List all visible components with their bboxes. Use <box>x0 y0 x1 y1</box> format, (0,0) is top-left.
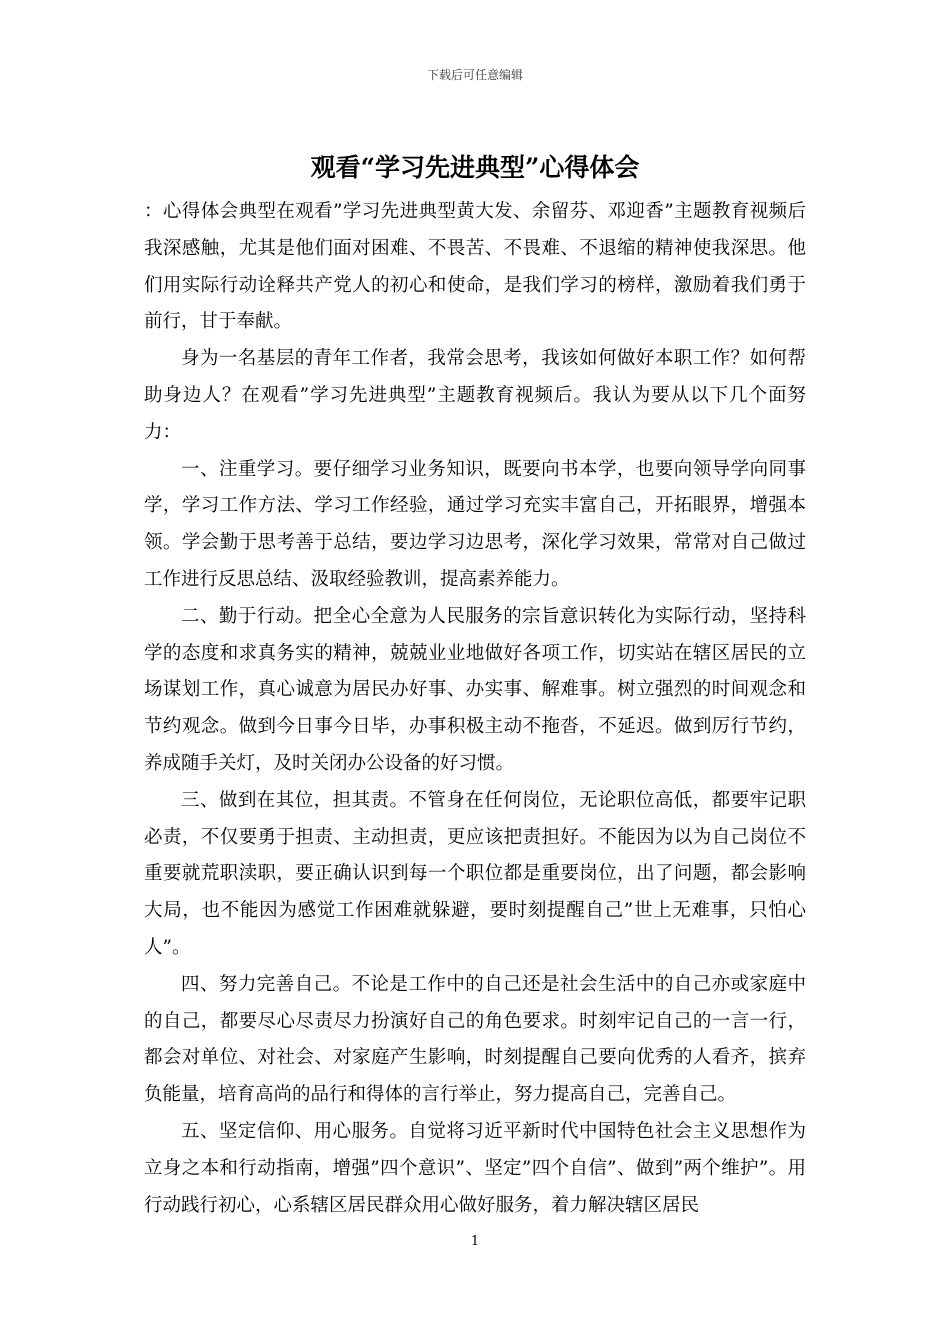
paragraph-point-3: 三、做到在其位，担其责。不管身在任何岗位，无论职位高低，都要牢记职必责，不仅要勇于担责、主动担责，更应该把责担好。不能因为以为自己岗位不重要就荒职渎职，要正确认识到每一个职位都是重要岗位，出了问题，都会影响大局，也不能因为感觉工作困难就躲避，要时刻提醒自己”世上无难事，只怕心人”。 <box>144 789 806 958</box>
paragraph-intro: ：心得体会典型在观看”学习先进典型黄大发、余留芬、邓迎香”主题教育视频后我深感触，尤其是他们面对困难、不畏苦、不畏难、不退缩的精神使我深思。他们用实际行动诠释共产党人的初心和使命，是我们学习的榜样，激励着我们勇于前行，甘于奉献。 <box>144 201 806 333</box>
paragraph-point-5: 五、坚定信仰、用心服务。自觉将习近平新时代中国特色社会主义思想作为立身之本和行动指南，增强”四个意识”、坚定”四个自信”、做到”两个维护”。用行动践行初心，心系辖区居民群众用心做好服务，着力解决辖区居民 <box>144 1120 806 1216</box>
page-number: 1 <box>470 1234 480 1249</box>
paragraph-point-2: 二、勤于行动。把全心全意为人民服务的宗旨意识转化为实际行动，坚持科学的态度和求真务实的精神，兢兢业业地做好各项工作，切实站在辖区居民的立场谋划工作，真心诚意为居民办好事、办实事、解难事。树立强烈的时间观念和节约观念。做到今日事今日毕，办事积极主动不拖沓，不延迟。做到厉行节约，养成随手关灯，及时关闭办公设备的好习惯。 <box>144 605 806 774</box>
header-note: 下载后可任意编辑 <box>426 68 523 82</box>
document-body <box>144 194 806 1224</box>
paragraph-reflection: 身为一名基层的青年工作者，我常会思考，我该如何做好本职工作？如何帮助身边人？在观看”学习先进典型”主题教育视频后。我认为要从以下几个面努力： <box>144 348 806 443</box>
paragraph-point-4: 四、努力完善自己。不论是工作中的自己还是社会生活中的自己亦或家庭中的自己，都要尽心尽责尽力扮演好自己的角色要求。时刻牢记自己的一言一行，都会对单位、对社会、对家庭产生影响，时刻提醒自己要向优秀的人看齐，摈弃负能量，培育高尚的品行和得体的言行举止，努力提高自己，完善自己。 <box>144 973 806 1106</box>
paragraph-point-1: 一、注重学习。要仔细学习业务知识，既要向书本学，也要向领导学向同事学，学习工作方法、学习工作经验，通过学习充实丰富自己，开拓眼界，增强本领。学会勤于思考善于总结，要边学习边思考，深化学习效果，常常对自己做过工作进行反思总结、汲取经验教训，提高素养能力。 <box>144 458 806 590</box>
document-title: 观看“学习先进典型”心得体会 <box>310 153 640 182</box>
